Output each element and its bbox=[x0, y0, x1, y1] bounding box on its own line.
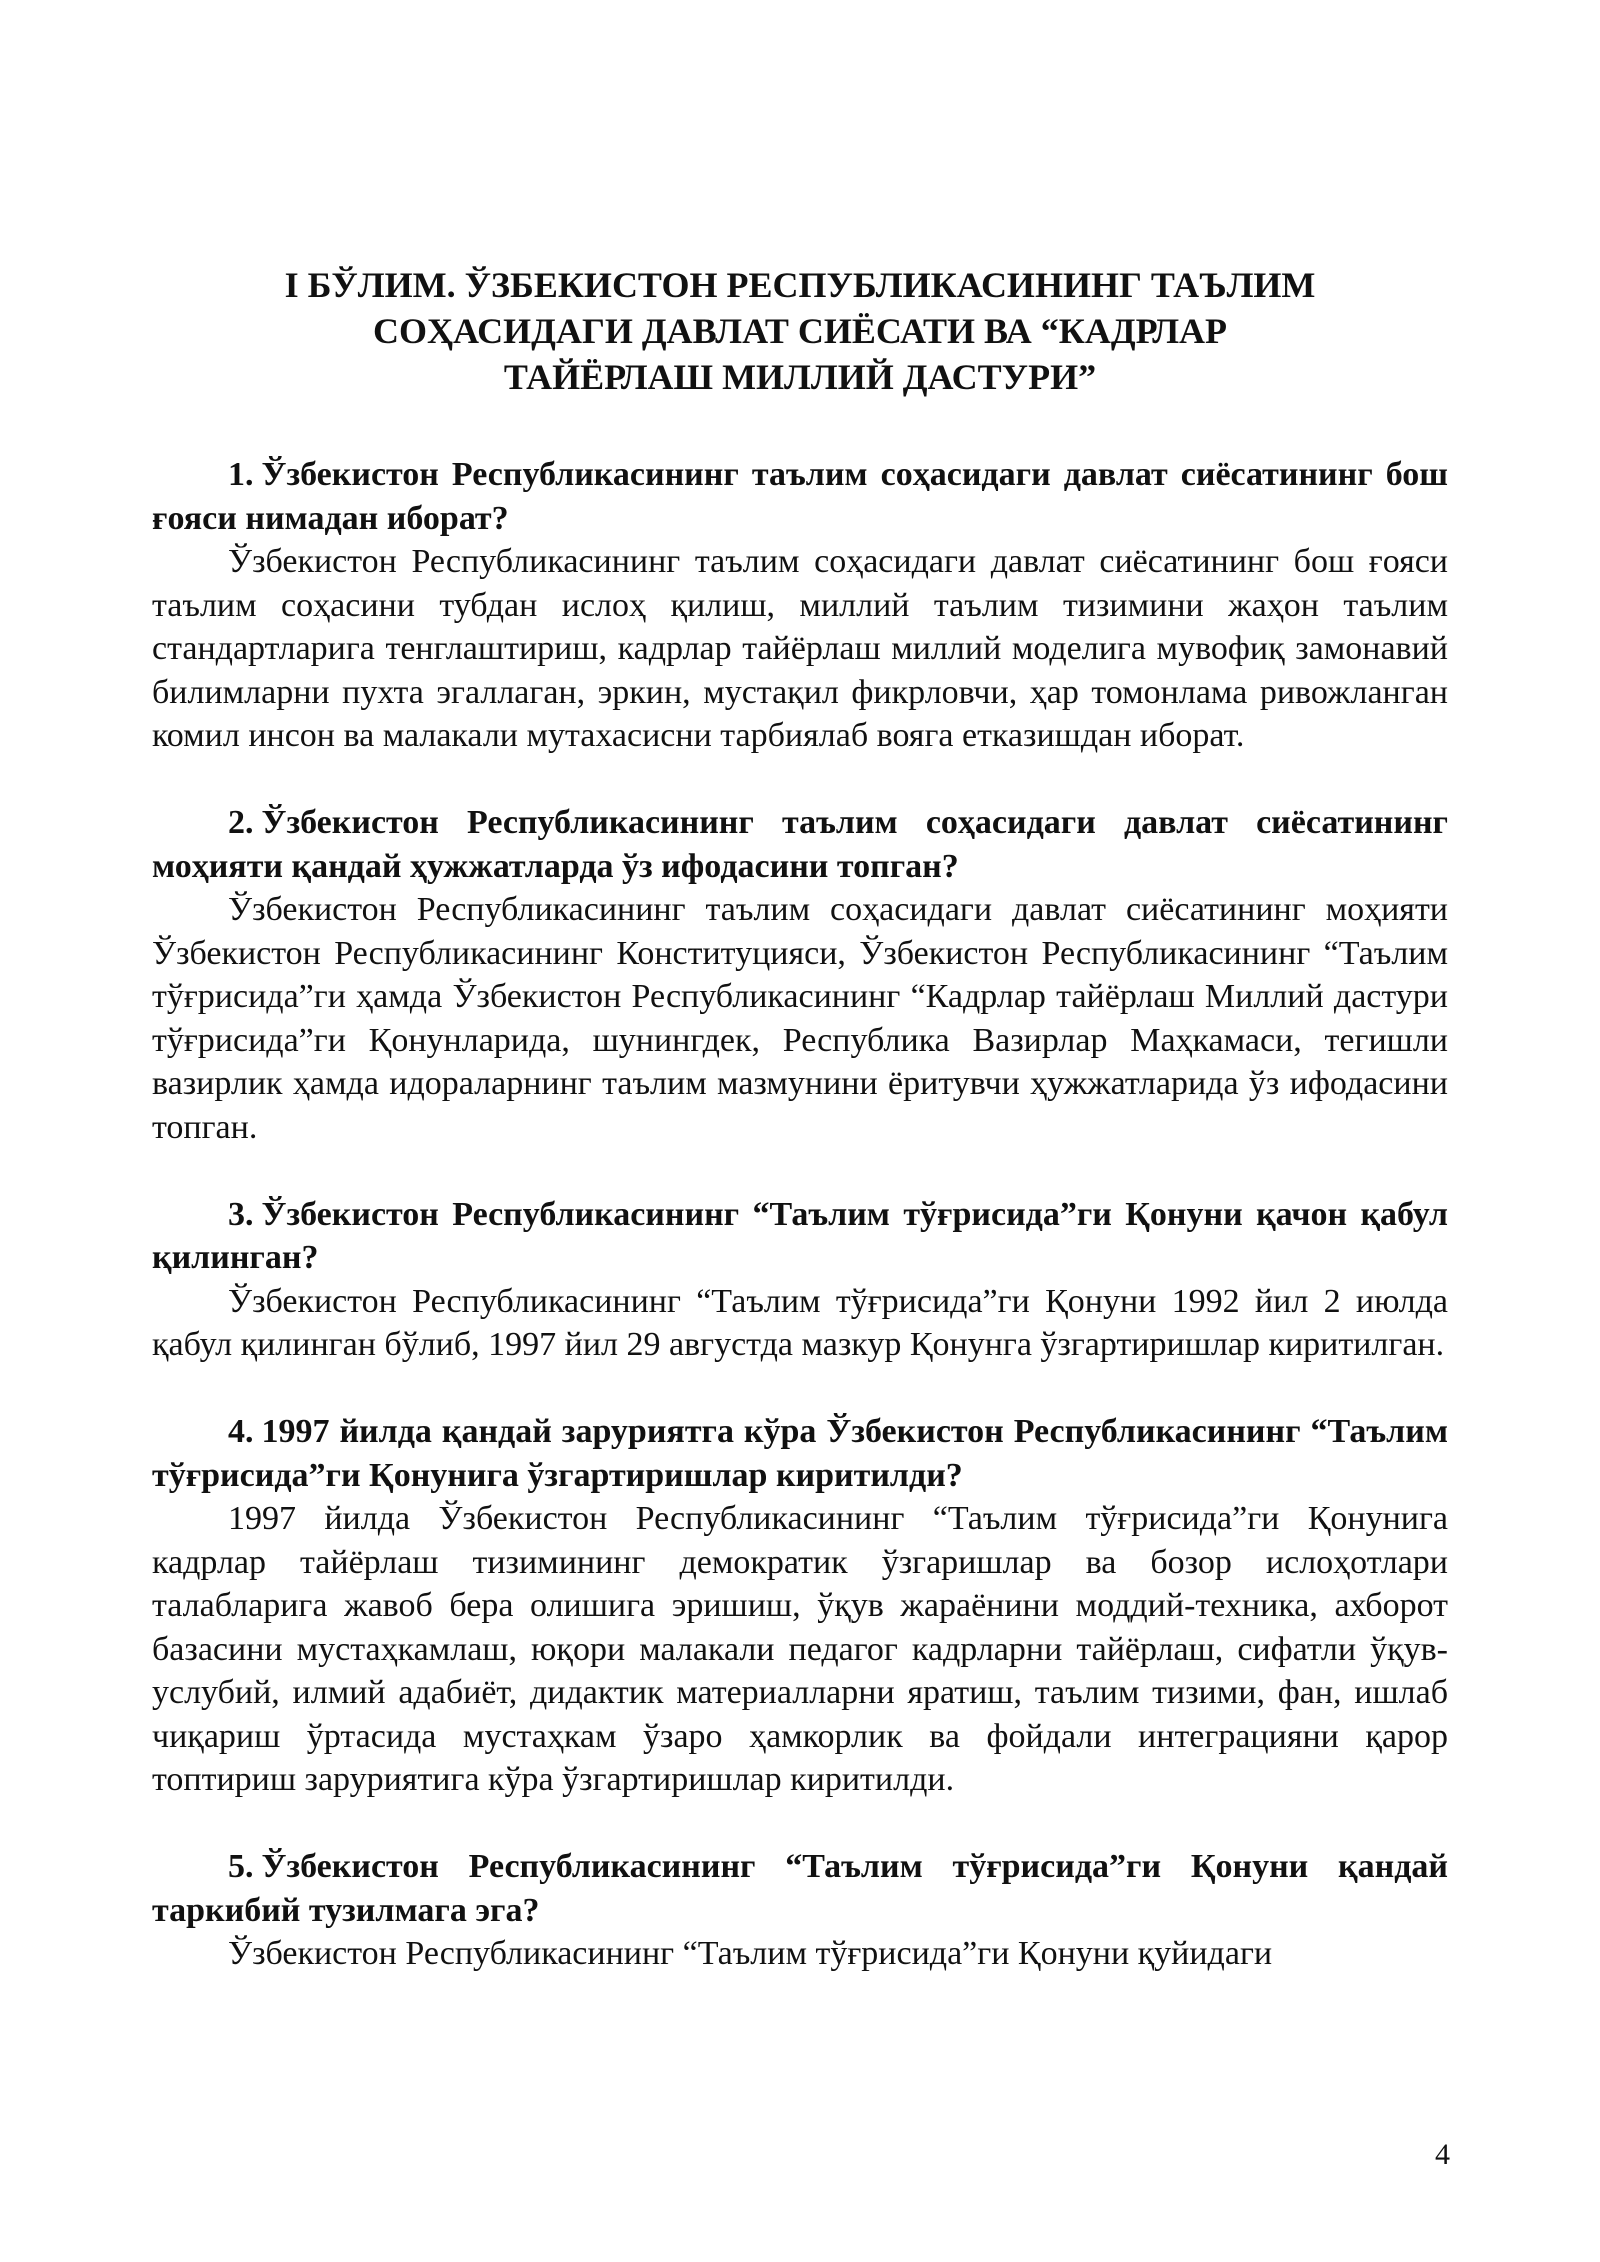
question bbox=[152, 453, 1448, 540]
question-text: 1997 йилда қандай заруриятга кўра Ўзбекистон Республикасининг “Таълим тўғрисида”ги Қонунига ўзгартиришлар киритилди? bbox=[152, 1413, 1448, 1494]
question-number: 1. bbox=[228, 456, 254, 493]
question-text: Ўзбекистон Республикасининг таълим соҳасидаги давлат сиёсатининг моҳияти қандай ҳужжатларда ўз ифодасини топган? bbox=[152, 804, 1448, 885]
qa-section bbox=[152, 801, 1448, 1149]
question-number: 4. bbox=[228, 1413, 254, 1450]
answer-text: Ўзбекистон Республикасининг “Таълим тўғрисида”ги Қонуни 1992 йил 2 июлда қабул қилинган бўлиб, 1997 йил 29 августда мазкур Қонунга ўзгартиришлар киритилган. bbox=[152, 1282, 1448, 1363]
question bbox=[152, 1410, 1448, 1497]
answer-text: Ўзбекистон Республикасининг таълим соҳасидаги давлат сиёсатининг моҳияти Ўзбекистон Республикасининг Конституцияси, Ўзбекистон Республикасининг “Таълим тўғрисида”ги ҳамда Ўзбекистон Республикасининг “Кадрлар тайёрлаш Миллий дастури тўғрисида”ги Қонунларида, шунингдек, Республика Вазирлар Маҳкамаси, тегишли вазирлик ҳамда идораларнинг таълим мазмунини ёритувчи ҳужжатларида ўз ифодасини топган. bbox=[152, 891, 1448, 1146]
answer-text: Ўзбекистон Республикасининг “Таълим тўғрисида”ги Қонуни қуйидаги bbox=[228, 1935, 1273, 1972]
question-number: 3. bbox=[228, 1195, 254, 1233]
chapter-heading bbox=[150, 262, 1450, 400]
heading-line: ТАЙЁРЛАШ МИЛЛИЙ ДАСТУРИ” bbox=[503, 357, 1097, 397]
answer-text: 1997 йилда Ўзбекистон Республикасининг “Таълим тўғрисида”ги Қонунига кадрлар тайёрлаш тизимининг демократик ўзгаришлар ва бозор ислоҳотлари талабларига жавоб бера олишига эришиш, ўқув жараёнини моддий-техника, ахборот базасини мустаҳкамлаш, юқори малакали педагог кадрларни тайёрлаш, сифатли ўқув-услубий, илмий адабиёт, дидактик материалларни яратиш, таълим тизими, фан, ишлаб чиқариш ўртасида мустаҳкам ўзаро ҳамкорлик ва фойдали интеграцияни қарор топтириш заруриятига кўра ўзгартиришлар киритилди. bbox=[152, 1500, 1448, 1798]
question-text: Ўзбекистон Республикасининг таълим соҳасидаги давлат сиёсатининг бош ғояси нимадан иборат? bbox=[152, 456, 1448, 537]
heading-line: I БЎЛИМ. ЎЗБЕКИСТОН РЕСПУБЛИКАСИНИНГ ТАЪЛИМ bbox=[284, 265, 1316, 305]
qa-section bbox=[152, 1193, 1448, 1367]
qa-section bbox=[152, 1845, 1448, 1976]
question bbox=[152, 1193, 1448, 1280]
qa-section bbox=[152, 1410, 1448, 1802]
question-text: Ўзбекистон Республикасининг “Таълим тўғрисида”ги Қонуни қачон қабул қилинган? bbox=[152, 1195, 1448, 1276]
question bbox=[152, 801, 1448, 888]
question bbox=[152, 1845, 1448, 1932]
page-number: 4 bbox=[1435, 2138, 1450, 2171]
question-number: 5. bbox=[228, 1848, 254, 1885]
question-number: 2. bbox=[228, 804, 254, 841]
qa-section bbox=[152, 453, 1448, 758]
heading-line: СОҲАСИДАГИ ДАВЛАТ СИЁСАТИ ВА “КАДРЛАР bbox=[372, 311, 1228, 351]
document-body bbox=[152, 453, 1448, 2019]
answer-text: Ўзбекистон Республикасининг таълим соҳасидаги давлат сиёсатининг бош ғояси таълим соҳасини тубдан ислоҳ қилиш, миллий таълим тизимини жаҳон таълим стандартларига тенглаштириш, кадрлар тайёрлаш миллий моделига мувофиқ замонавий билимларни пухта эгаллаган, эркин, мустақил фикрловчи, ҳар томонлама ривожланган комил инсон ва малакали мутахасисни тарбиялаб вояга етказишдан иборат. bbox=[152, 543, 1448, 754]
question-text: Ўзбекистон Республикасининг “Таълим тўғрисида”ги Қонуни қандай таркибий тузилмага эга? bbox=[152, 1848, 1448, 1929]
